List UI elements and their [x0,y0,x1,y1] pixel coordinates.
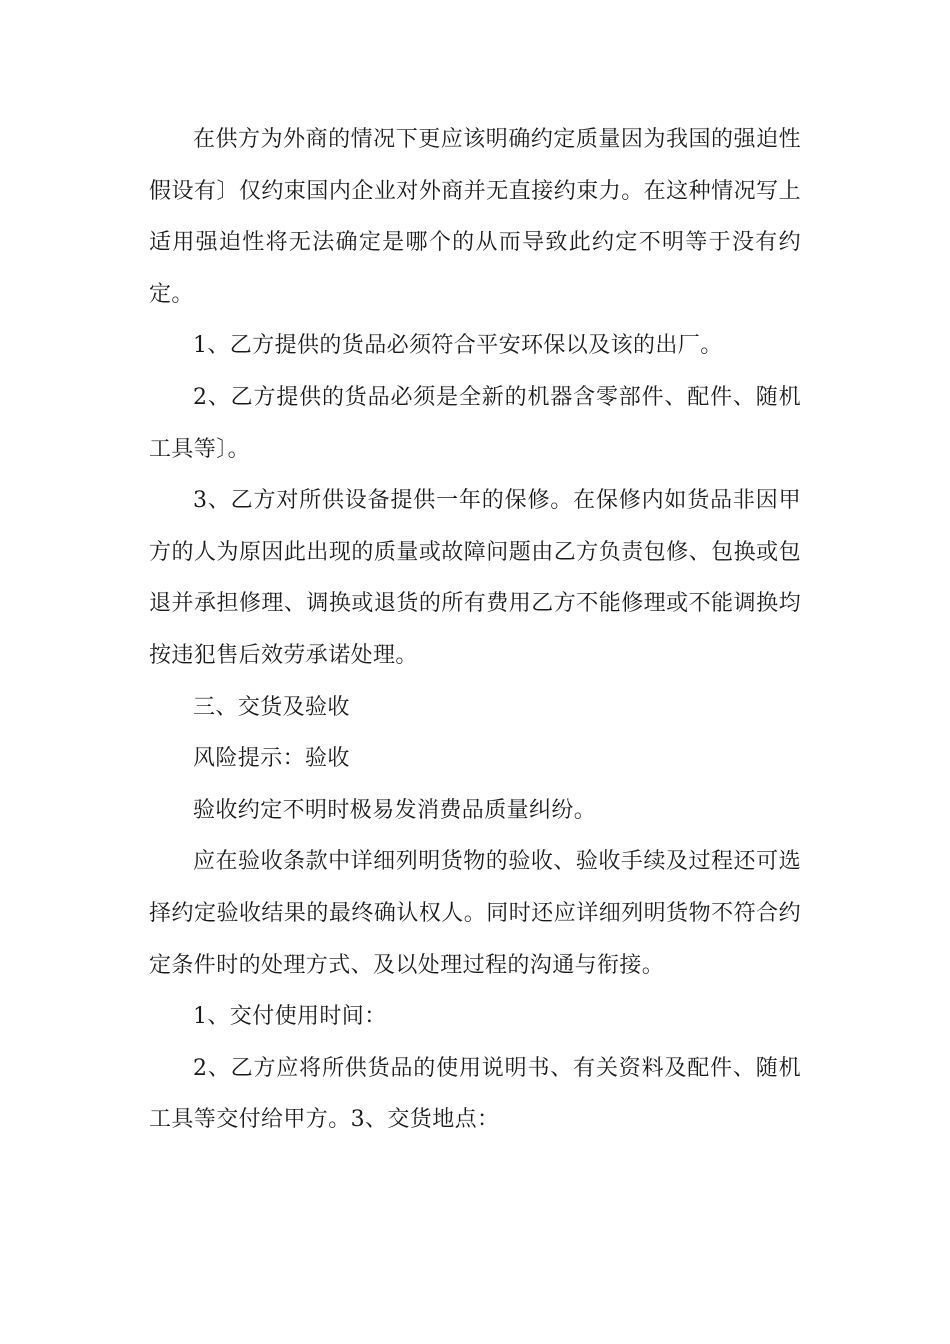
paragraph-delivery-time: 1、交付使用时间： [193,1004,387,1030]
section-heading-delivery: 三、交货及验收 [193,694,350,720]
paragraph-item-1: 1、乙方提供的货品必须符合平安环保以及该的出厂。 [193,333,723,359]
paragraph-item-2: 2、乙方提供的货品必须是全新的机器含零部件、配件、随机工具等〕。 [149,384,801,462]
paragraph-acceptance-dispute: 验收约定不明时极易发消费品质量纠纷。 [193,797,597,823]
paragraph-delivery-docs: 2、乙方应将所供货品的使用说明书、有关资料及配件、随机工具等交付给甲方。3、交货地点： [149,1055,801,1133]
document-body [149,114,801,1146]
paragraph-quality-note: 在供方为外商的情况下更应该明确约定质量因为我国的强迫性假设有〕仅约束国内企业对外商并无直接约束力。在这种情况写上适用强迫性将无法确定是哪个的从而导致此约定不明等于没有约定。 [149,127,801,307]
risk-tip: 风险提示：验收 [193,746,350,772]
paragraph-acceptance-terms: 应在验收条款中详细列明货物的验收、验收手续及过程还可选择约定验收结果的最终确认权人。同时还应详细列明货物不符合约定条件时的处理方式、及以处理过程的沟通与衔接。 [149,849,801,978]
paragraph-item-3: 3、乙方对所供设备提供一年的保修。在保修内如货品非因甲方的人为原因此出现的质量或故障问题由乙方负责包修、包换或包退并承担修理、调换或退货的所有费用乙方不能修理或不能调换均按违犯售后效劳承诺处理。 [149,488,801,668]
